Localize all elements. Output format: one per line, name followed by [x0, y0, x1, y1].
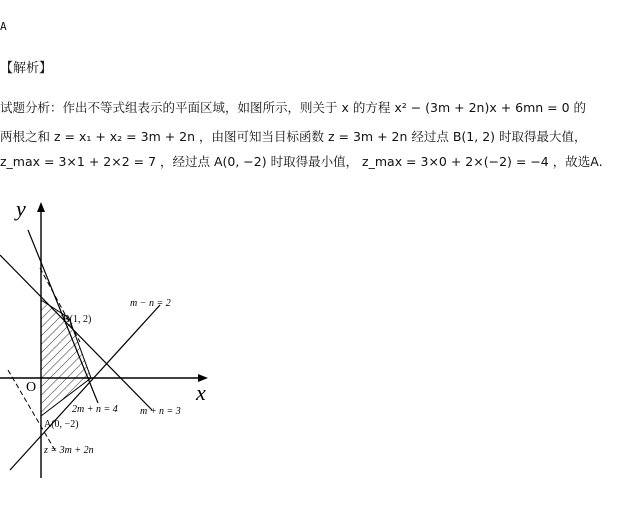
- analysis-line-1: 试题分析：作出不等式组表示的平面区域，如图所示，则关于 x 的方程 x² − (3m + 2n)x + 6mn = 0 的: [0, 100, 587, 115]
- line-2m-plus-n-label: 2m + n = 4: [72, 404, 118, 415]
- line-m-minus-n-label: m − n = 2: [130, 298, 171, 309]
- analysis-line-2: 两根之和 z = x₁ + x₂ = 3m + 2n ，由图可知当目标函数 z = 3m + 2n 经过点 B(1, 2) 时取得最大值，: [0, 129, 587, 144]
- answer-choice: A: [0, 20, 7, 33]
- feasible-region-figure: [0, 190, 240, 480]
- point-a-label: A(0, −2): [44, 419, 79, 430]
- line-m-plus-n-label: m + n = 3: [140, 406, 181, 417]
- y-axis-arrow: [37, 202, 45, 212]
- axis-x-label: x: [196, 380, 206, 405]
- analysis-line-3: z_max = 3×1 + 2×2 = 7 ，经过点 A(0, −2) 时取得最小值， z_max = 3×0 + 2×(−2) = −4 ，故选A.: [0, 154, 603, 169]
- axis-y-label: y: [16, 196, 26, 221]
- origin-label: O: [26, 380, 37, 395]
- analysis-heading: 【解析】: [0, 61, 53, 76]
- objective-label: z = 3m + 2n: [44, 445, 94, 456]
- point-b-label: B(1, 2): [63, 314, 92, 325]
